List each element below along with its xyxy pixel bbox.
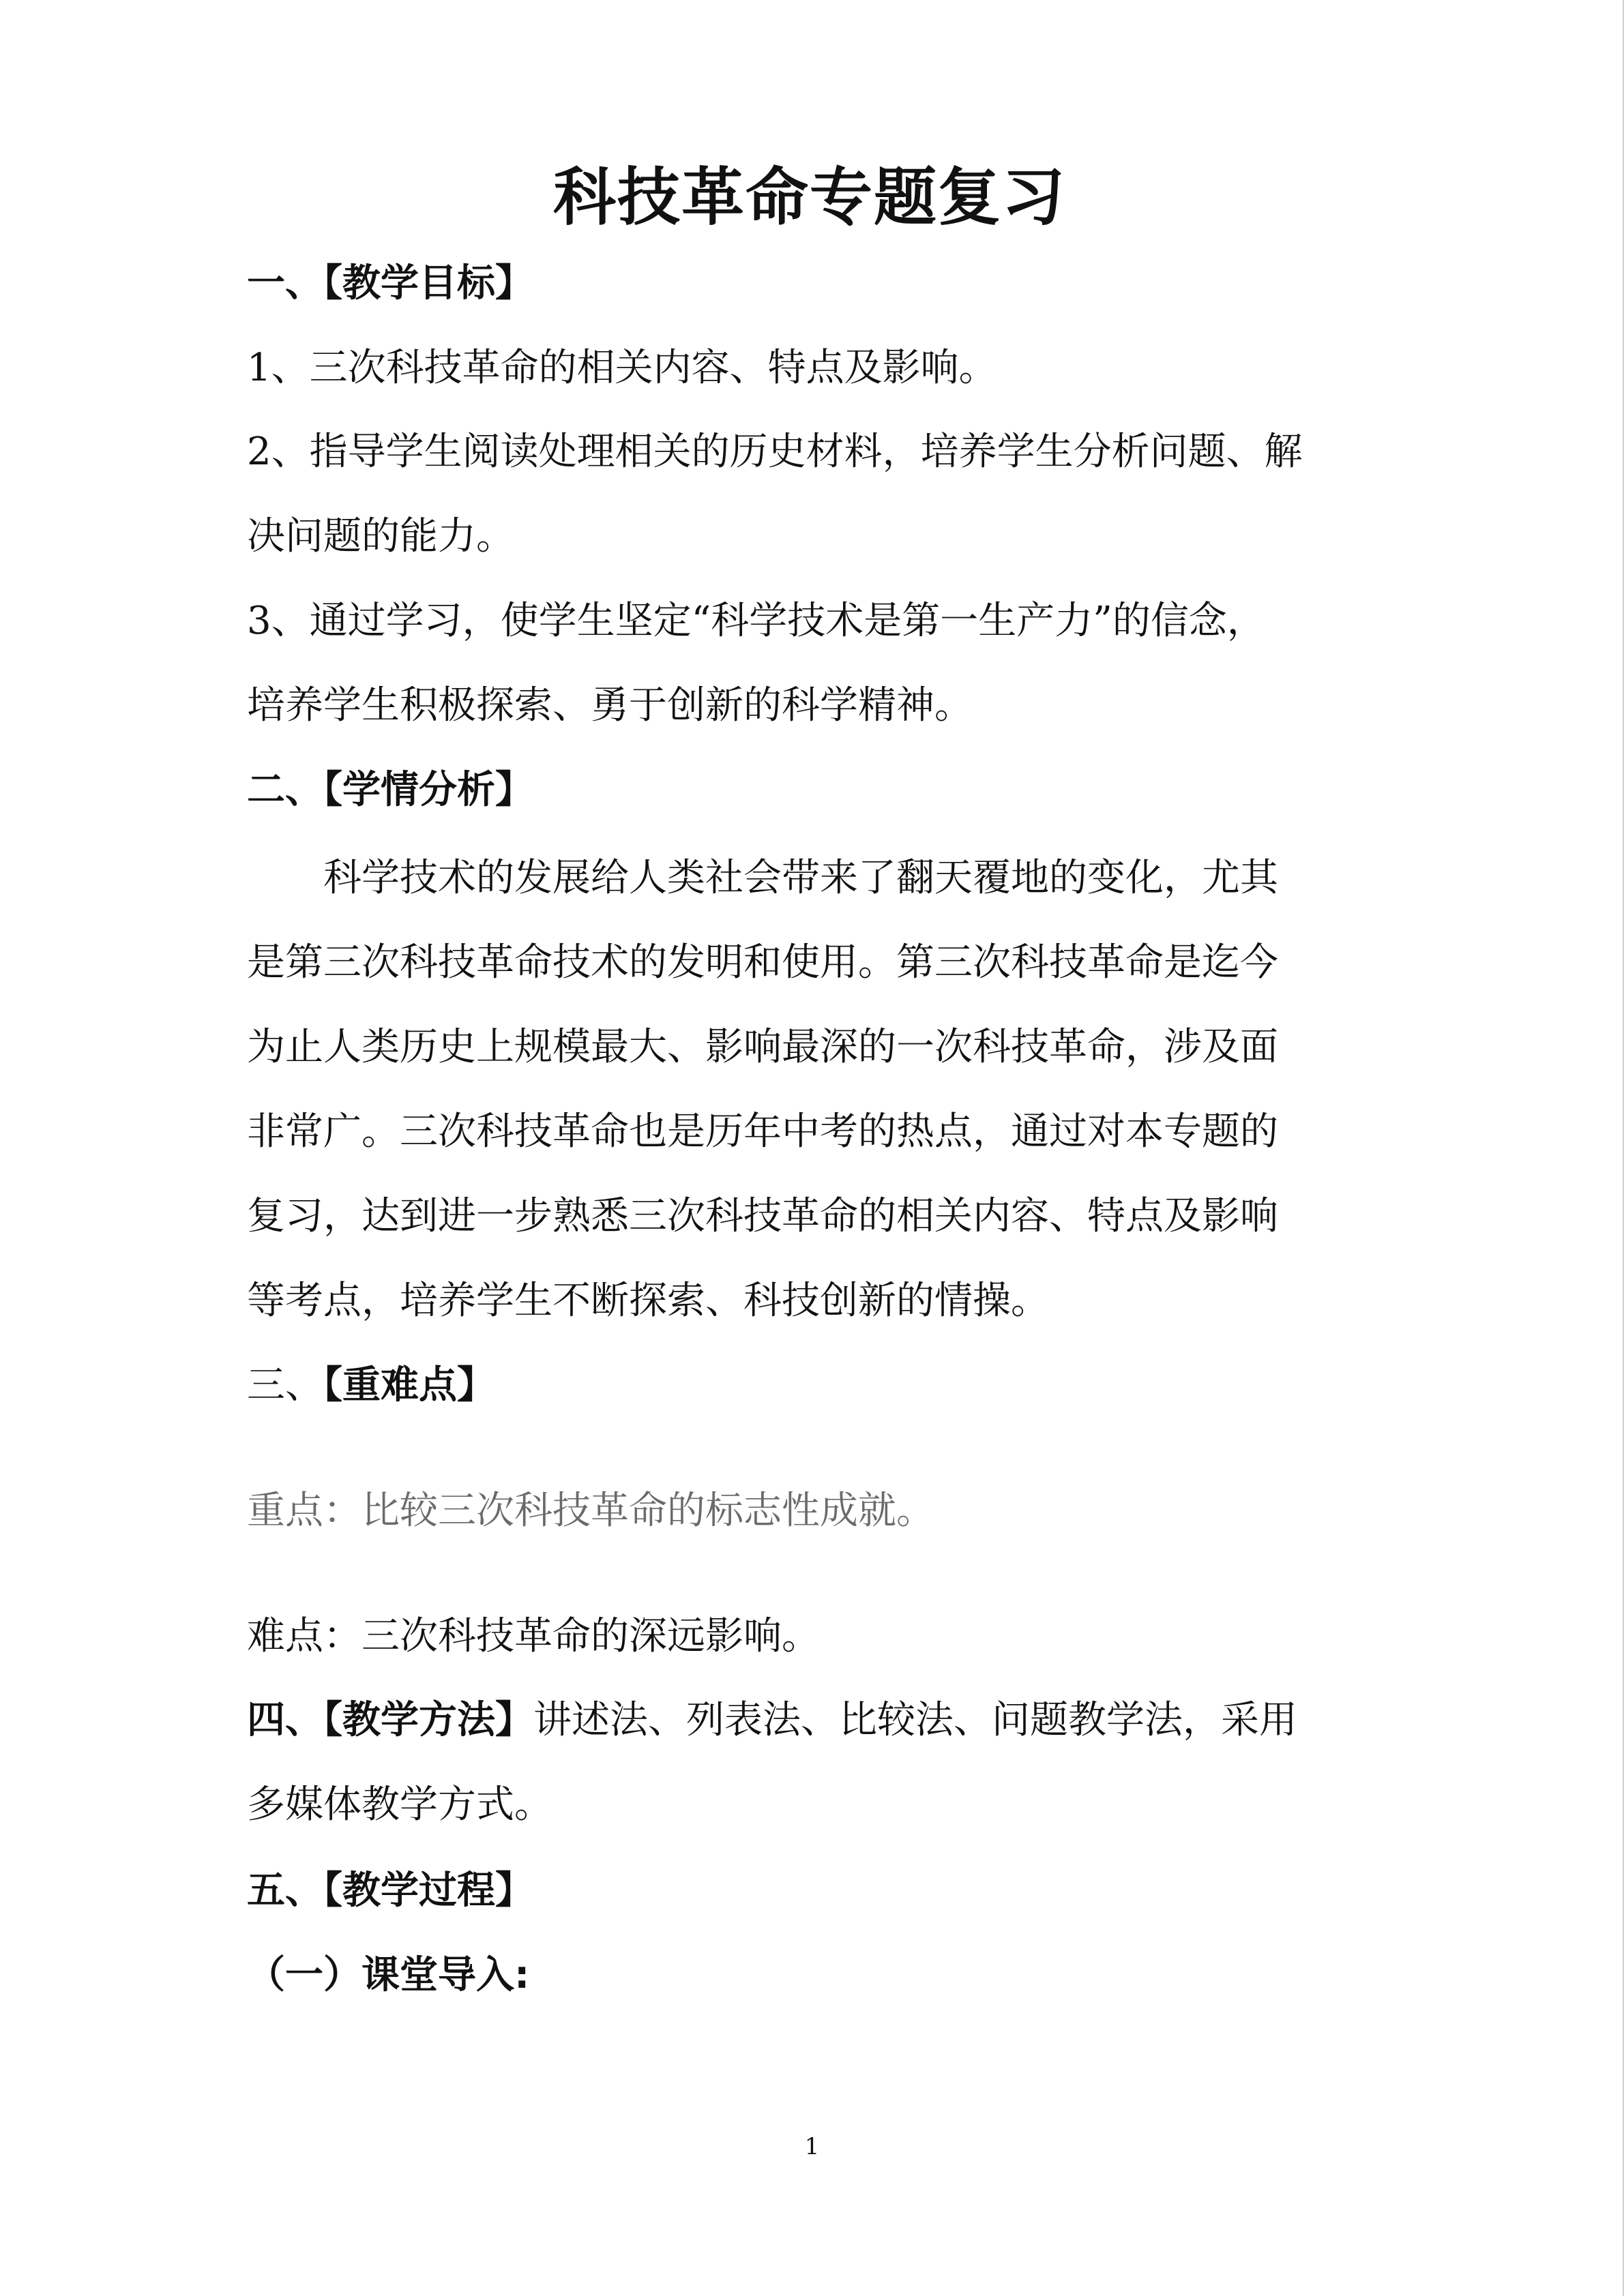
document-title: 科技革命专题复习 (552, 161, 1066, 234)
analysis-line-2: 是第三次科技革命技术的发明和使用。第三次科技革命是迄今 (247, 940, 1278, 985)
analysis-line-1: 科学技术的发展给人类社会带来了翻天覆地的变化，尤其 (323, 856, 1278, 900)
page-number: 1 (804, 2133, 820, 2160)
methods-line-1 (247, 1697, 1372, 1744)
process-heading: 五、【教学过程】 (247, 1868, 533, 1913)
analysis-line-4: 非常广。三次科技革命也是历年中考的热点，通过对本专题的 (247, 1109, 1278, 1154)
analysis-line-5: 复习，达到进一步熟悉三次科技革命的相关内容、特点及影响 (247, 1194, 1278, 1238)
process-subheading: （一）课堂导入: (247, 1953, 530, 1997)
analysis-line-3: 为止人类历史上规模最大、影响最深的一次科技革命，涉及面 (247, 1025, 1278, 1069)
key-points-heading-prefix: 三、 (247, 1363, 323, 1407)
methods-text-1: 讲述法、列表法、比较法、问题教学法，采用 (533, 1698, 1297, 1742)
objectives-line-4: 3、通过学习，使学生坚定“科学技术是第一生产力”的信念， (247, 599, 1265, 643)
objectives-line-3: 决问题的能力。 (247, 514, 514, 558)
analysis-line-6: 等考点，培养学生不断探索、科技创新的情操。 (247, 1279, 1049, 1323)
objectives-line-5: 培养学生积极探索、勇于创新的科学精神。 (247, 683, 973, 728)
objectives-line-2: 2、指导学生阅读处理相关的历史材料，培养学生分析问题、解 (247, 430, 1303, 474)
methods-line-2: 多媒体教学方式。 (247, 1783, 552, 1827)
key-point-focus: 重点：比较三次科技革命的标志性成就。 (247, 1489, 934, 1533)
objectives-line-1: 1、三次科技革命的相关内容、特点及影响。 (247, 346, 997, 390)
analysis-heading: 二、【学情分析】 (247, 768, 533, 812)
objectives-heading: 一、【教学目标】 (247, 261, 533, 305)
key-points-heading-label: 【重难点】 (323, 1363, 495, 1407)
key-points-heading (247, 1362, 1372, 1410)
key-point-difficulty: 难点：三次科技革命的深远影响。 (247, 1614, 820, 1658)
methods-heading: 四、【教学方法】 (247, 1698, 533, 1742)
